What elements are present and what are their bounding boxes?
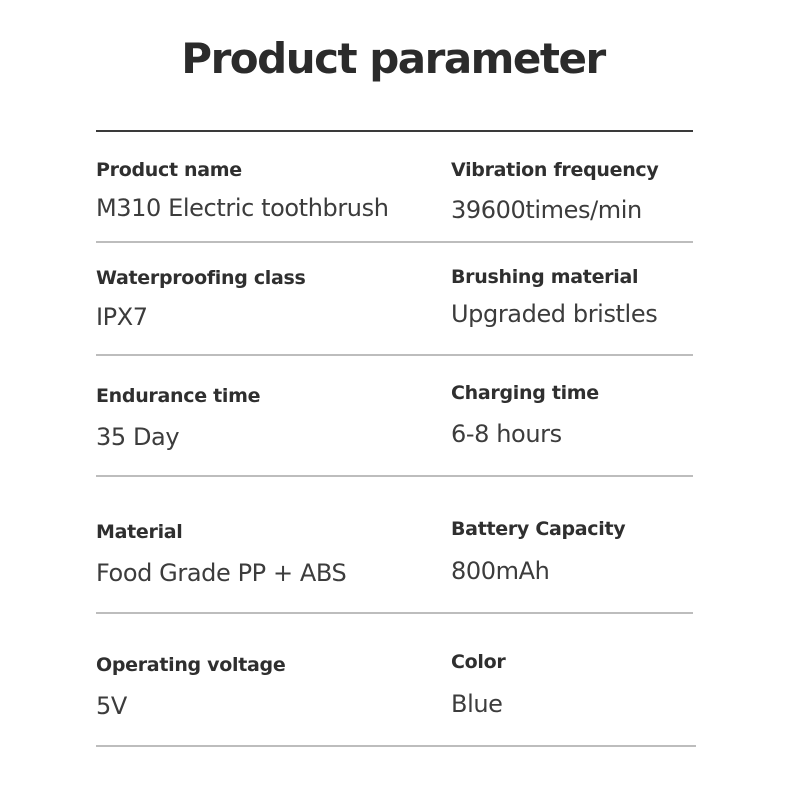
title-divider (96, 130, 693, 132)
param-label-product-name: Product name (96, 159, 242, 181)
param-label-vibration-frequency: Vibration frequency (451, 159, 659, 181)
param-value-charging-time: 6-8 hours (451, 420, 562, 448)
row-divider (96, 354, 693, 356)
row-divider (96, 612, 693, 614)
param-value-vibration-frequency: 39600times/min (451, 196, 642, 224)
row-divider (96, 745, 696, 747)
param-label-brushing-material: Brushing material (451, 266, 639, 288)
param-value-operating-voltage: 5V (96, 692, 127, 720)
page-title: Product parameter (181, 34, 605, 83)
param-value-waterproofing-class: IPX7 (96, 303, 148, 331)
param-label-battery-capacity: Battery Capacity (451, 518, 626, 540)
param-value-battery-capacity: 800mAh (451, 557, 550, 585)
param-label-waterproofing-class: Waterproofing class (96, 267, 306, 289)
param-label-endurance-time: Endurance time (96, 385, 261, 407)
param-value-product-name: M310 Electric toothbrush (96, 194, 389, 222)
param-label-operating-voltage: Operating voltage (96, 654, 286, 676)
param-value-brushing-material: Upgraded bristles (451, 300, 658, 328)
row-divider (96, 475, 693, 477)
param-label-material: Material (96, 521, 183, 543)
param-value-material: Food Grade PP + ABS (96, 559, 347, 587)
param-value-endurance-time: 35 Day (96, 423, 180, 451)
param-value-color: Blue (451, 690, 503, 718)
param-label-color: Color (451, 651, 506, 673)
row-divider (96, 241, 693, 243)
param-label-charging-time: Charging time (451, 382, 599, 404)
